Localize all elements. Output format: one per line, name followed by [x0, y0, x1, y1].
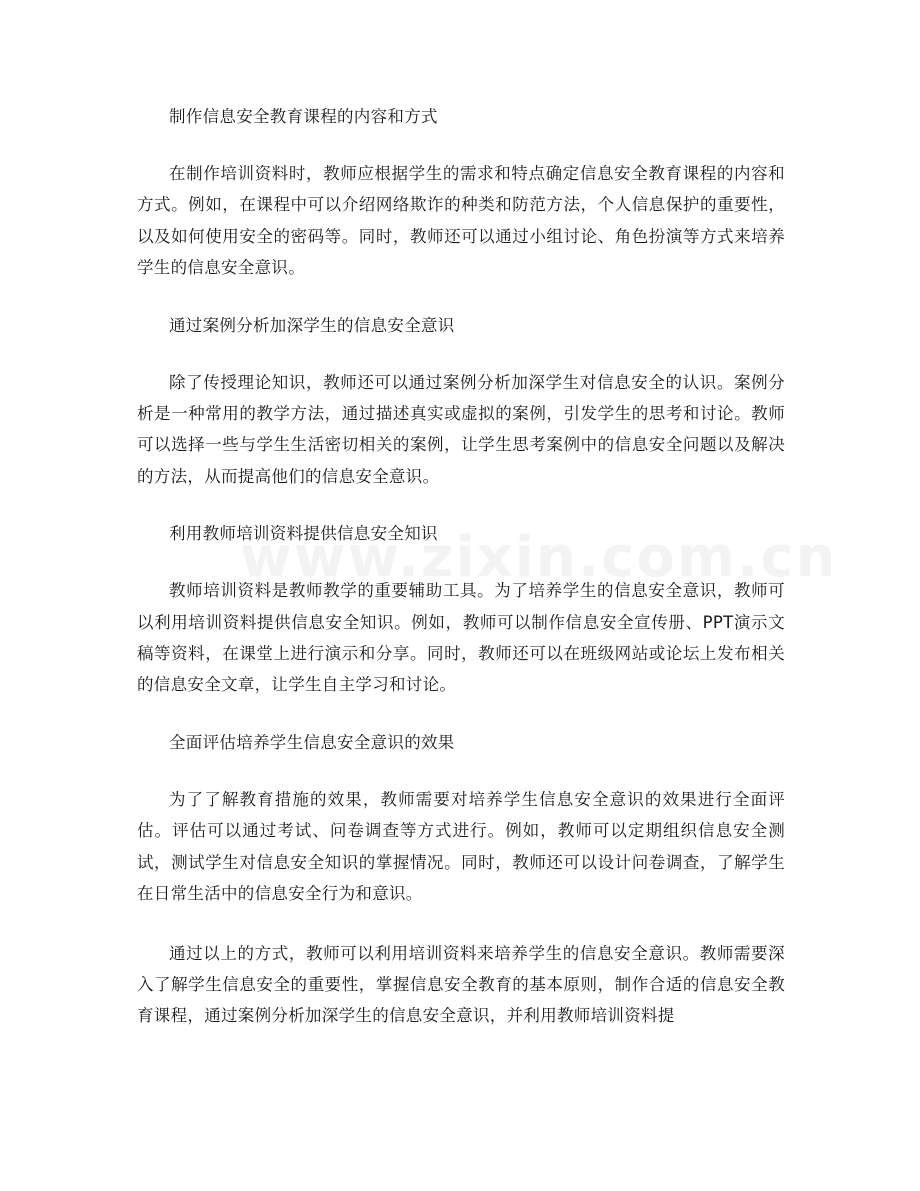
section-heading: 利用教师培训资料提供信息安全知识: [169, 524, 438, 544]
section-paragraph: 在制作培训资料时，教师应根据学生的需求和特点确定信息安全教育课程的内容和方式。例如，在课程中可以介绍网络欺诈的种类和防范方法，个人信息保护的重要性，以及如何使用安全的密码等。同时，教师还可以通过小组讨论、角色扮演等方式来培养学生的信息安全意识。: [137, 164, 785, 278]
section-heading: 制作信息安全教育课程的内容和方式: [169, 107, 438, 126]
section-paragraph: 教师培训资料是教师教学的重要辅助工具。为了培养学生的信息安全意识，教师可以利用培训资料提供信息安全知识。例如，教师可以制作信息安全宣传册、PPT演示文稿等资料，在课堂上进行演示和分享。同时，教师还可以在班级网站或论坛上发布相关的信息安全文章，让学生自主学习和讨论。: [137, 581, 785, 695]
section-paragraph: 除了传授理论知识，教师还可以通过案例分析加深学生对信息安全的认识。案例分析是一种常用的教学方法，通过描述真实或虚拟的案例，引发学生的思考和讨论。教师可以选择一些与学生生活密切相关的案例，让学生思考案例中的信息安全问题以及解决的方法，从而提高他们的信息安全意识。: [137, 372, 785, 486]
closing-paragraph: 通过以上的方式，教师可以利用培训资料来培养学生的信息安全意识。教师需要深入了解学生信息安全的重要性，掌握信息安全教育的基本原则，制作合适的信息安全教育课程，通过案例分析加深学生的信息安全意识，并利用教师培训资料提: [137, 943, 785, 1026]
section-heading: 通过案例分析加深学生的信息安全意识: [169, 315, 455, 335]
document-body: [137, 100, 785, 1032]
section-paragraph: 为了了解教育措施的效果，教师需要对培养学生信息安全意识的效果进行全面评估。评估可以通过考试、问卷调查等方式进行。例如，教师可以定期组织信息安全测试，测试学生对信息安全知识的掌握情况。同时，教师还可以设计问卷调查，了解学生在日常生活中的信息安全行为和意识。: [137, 789, 785, 904]
section-heading: 全面评估培养学生信息安全意识的效果: [169, 732, 455, 752]
